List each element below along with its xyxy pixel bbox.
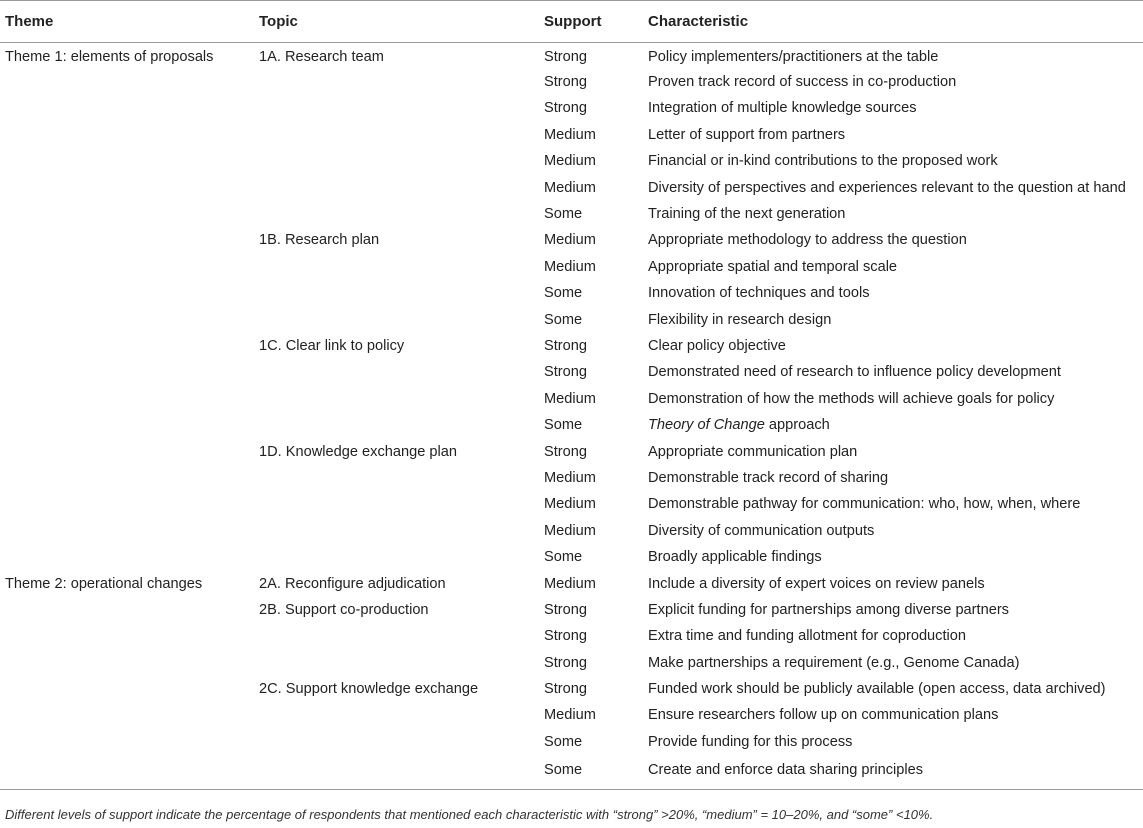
table-row: [0, 623, 1143, 649]
table-row: [0, 174, 1143, 200]
header-topic: Topic: [254, 1, 539, 43]
characteristic-cell: [643, 412, 1143, 438]
theme-cell: [0, 438, 254, 464]
theme-cell: [0, 597, 254, 623]
topic-cell: 1D. Knowledge exchange plan: [259, 443, 457, 460]
table-row: [0, 95, 1143, 121]
topic-cell: [254, 702, 539, 728]
support-cell: Some: [544, 417, 583, 434]
support-cell: Some: [544, 549, 583, 566]
table-row: [0, 491, 1143, 517]
support-cell: Strong: [544, 628, 587, 645]
topic-cell: [254, 491, 539, 517]
table-row: [0, 729, 1143, 755]
table-row: [0, 570, 1143, 596]
table-row: [0, 597, 1143, 623]
support-cell: Strong: [544, 100, 587, 117]
characteristic-cell: Broadly applicable findings: [648, 549, 822, 566]
topic-cell: [254, 649, 539, 675]
theme-cell: [0, 174, 254, 200]
topic-cell: [254, 465, 539, 491]
theme-cell: [0, 465, 254, 491]
theme-cell: [0, 333, 254, 359]
topic-cell: 1B. Research plan: [259, 232, 380, 249]
theme-cell: [0, 702, 254, 728]
support-cell: Medium: [544, 232, 596, 249]
characteristic-cell: Ensure researchers follow up on communication plans: [648, 707, 999, 724]
characteristic-cell: Create and enforce data sharing principles: [643, 755, 1143, 790]
support-cell: Medium: [544, 258, 596, 275]
characteristic-cell: Integration of multiple knowledge sources: [648, 100, 917, 117]
table-row: [0, 148, 1143, 174]
support-cell: Medium: [544, 575, 596, 592]
theme-cell: Theme 2: operational changes: [5, 575, 203, 592]
theme-cell: [0, 254, 254, 280]
table-body: [0, 43, 1143, 790]
theme-cell: [0, 227, 254, 253]
characteristic-cell: Clear policy objective: [648, 337, 786, 354]
characteristic-cell: Diversity of communication outputs: [648, 522, 875, 539]
theme-cell: [0, 518, 254, 544]
characteristic-cell: Appropriate methodology to address the question: [648, 232, 967, 249]
theme-cell: [0, 623, 254, 649]
table-row: [0, 649, 1143, 675]
characteristic-cell: Provide funding for this process: [648, 733, 853, 750]
support-cell: Some: [544, 285, 583, 302]
characteristic-cell: Training of the next generation: [648, 206, 846, 223]
table-row: [0, 676, 1143, 702]
support-cell: Strong: [544, 601, 587, 618]
support-cell: Some: [539, 755, 643, 790]
support-cell: Medium: [544, 522, 596, 539]
topic-cell: [254, 412, 539, 438]
support-cell: Strong: [544, 681, 587, 698]
characteristic-cell: Demonstrable track record of sharing: [648, 469, 889, 486]
characteristic-cell: Appropriate spatial and temporal scale: [648, 258, 898, 275]
theme-cell: [0, 306, 254, 332]
theme-cell: [0, 386, 254, 412]
topic-cell: [254, 254, 539, 280]
support-cell: Strong: [544, 443, 587, 460]
topic-cell: [254, 359, 539, 385]
topic-cell: 2B. Support co-production: [259, 601, 429, 618]
topic-cell: [254, 69, 539, 95]
table-row: [0, 122, 1143, 148]
support-cell: Medium: [544, 469, 596, 486]
support-cell: Medium: [544, 496, 596, 513]
table-header-row: [0, 1, 1143, 43]
topic-cell: [254, 544, 539, 570]
support-cell: Medium: [544, 707, 596, 724]
table-row: [0, 544, 1143, 570]
table-row: [0, 201, 1143, 227]
support-cell: Some: [544, 206, 583, 223]
table-row: [0, 518, 1143, 544]
characteristic-cell: Proven track record of success in co-production: [648, 74, 957, 91]
topic-cell: [254, 755, 539, 790]
table-row: [0, 465, 1143, 491]
theme-cell: [0, 122, 254, 148]
theme-cell: [0, 69, 254, 95]
support-cell: Strong: [544, 49, 587, 66]
topic-cell: [254, 95, 539, 121]
table-row: [0, 333, 1143, 359]
theme-cell: [0, 649, 254, 675]
characteristic-cell: Innovation of techniques and tools: [648, 285, 870, 302]
characteristic-cell: Demonstrated need of research to influence policy development: [648, 364, 1061, 381]
topic-cell: [254, 518, 539, 544]
topic-cell: [254, 280, 539, 306]
topic-cell: [254, 201, 539, 227]
support-cell: Medium: [544, 179, 596, 196]
support-cell: Strong: [544, 337, 587, 354]
characteristic-cell: Make partnerships a requirement (e.g., Genome Canada): [648, 654, 1020, 671]
table-row: [0, 69, 1143, 95]
table-row: [0, 412, 1143, 438]
topic-cell: [254, 174, 539, 200]
support-cell: Medium: [544, 153, 596, 170]
theme-cell: [0, 280, 254, 306]
theme-cell: Theme 1: elements of proposals: [5, 49, 214, 66]
characteristic-cell: Diversity of perspectives and experiences relevant to the question at hand: [648, 179, 1126, 196]
topic-cell: [254, 122, 539, 148]
characteristic-cell: Flexibility in research design: [648, 311, 832, 328]
table-row: [0, 280, 1143, 306]
support-cell: Some: [544, 733, 583, 750]
support-cell: Strong: [544, 74, 587, 91]
theme-cell: [0, 359, 254, 385]
characteristic-cell: Include a diversity of expert voices on review panels: [648, 575, 985, 592]
support-cell: Strong: [544, 654, 587, 671]
header-theme: Theme: [0, 1, 254, 43]
theme-cell: [0, 755, 254, 790]
table-row: [0, 227, 1143, 253]
topic-cell: 2C. Support knowledge exchange: [259, 681, 479, 698]
theme-cell: [0, 491, 254, 517]
table-row: [0, 254, 1143, 280]
theme-cell: [0, 95, 254, 121]
topic-cell: 2A. Reconfigure adjudication: [259, 575, 446, 592]
topic-cell: [254, 623, 539, 649]
support-cell: Strong: [544, 364, 587, 381]
characteristic-cell: Letter of support from partners: [648, 126, 846, 143]
characteristic-rest-text: approach: [764, 417, 830, 434]
characteristic-cell: Funded work should be publicly available (open access, data archived): [648, 681, 1106, 698]
support-cell: Medium: [544, 126, 596, 143]
table-row: [0, 438, 1143, 464]
table-row: [0, 43, 1143, 69]
theme-cell: [0, 201, 254, 227]
topic-cell: 1C. Clear link to policy: [259, 337, 405, 354]
topic-cell: [254, 729, 539, 755]
theme-cell: [0, 676, 254, 702]
theme-cell: [0, 729, 254, 755]
theme-cell: [0, 544, 254, 570]
topic-cell: 1A. Research team: [259, 49, 384, 66]
table-footnote: Different levels of support indicate the percentage of respondents that mentioned each characteristic with “strong” >20%, “medium” = 10–20%, and “some” <10%.: [5, 807, 934, 822]
topic-cell: [254, 306, 539, 332]
table-row: [0, 702, 1143, 728]
header-characteristic: Characteristic: [643, 1, 1143, 43]
topic-cell: [254, 386, 539, 412]
theme-cell: [0, 148, 254, 174]
table-row: [0, 386, 1143, 412]
topic-cell: [254, 148, 539, 174]
characteristic-cell: Policy implementers/practitioners at the table: [648, 49, 939, 66]
support-cell: Medium: [544, 390, 596, 407]
characteristic-cell: Financial or in-kind contributions to the proposed work: [648, 153, 998, 170]
table-row: [0, 755, 1143, 790]
characteristic-italic-text: Theory of Change: [648, 417, 765, 434]
header-support: Support: [539, 1, 643, 43]
support-cell: Some: [544, 311, 583, 328]
table-row: [0, 306, 1143, 332]
characteristic-cell: Demonstrable pathway for communication: who, how, when, where: [648, 496, 1081, 513]
characteristic-cell: Extra time and funding allotment for coproduction: [648, 628, 966, 645]
characteristic-cell: Explicit funding for partnerships among diverse partners: [648, 601, 1009, 618]
table-row: [0, 359, 1143, 385]
theme-cell: [0, 412, 254, 438]
characteristic-cell: Demonstration of how the methods will achieve goals for policy: [648, 390, 1055, 407]
characteristic-cell: Appropriate communication plan: [648, 443, 858, 460]
